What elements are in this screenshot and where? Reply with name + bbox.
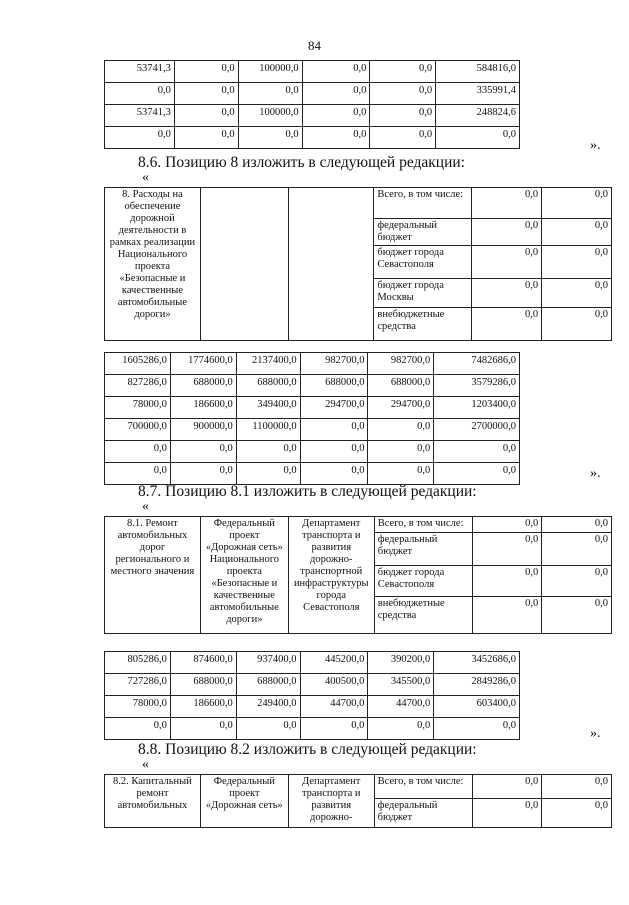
table-cell: 100000,0 — [238, 61, 302, 83]
position-8-1-table — [104, 516, 612, 634]
position-8-2-project: Федеральный проект «Дорожная сеть» — [200, 775, 288, 828]
table-cell: 0,0 — [368, 419, 434, 441]
table-cell: 0,0 — [105, 463, 171, 485]
funding-value: 0,0 — [542, 279, 612, 308]
table-cell: 3579286,0 — [434, 375, 520, 397]
table-cell: 0,0 — [434, 718, 520, 740]
table-cell: 0,0 — [368, 463, 434, 485]
funding-label: бюджет города Москвы — [374, 279, 472, 308]
table-cell: 0,0 — [105, 83, 175, 105]
table-cell: 1203400,0 — [434, 397, 520, 419]
funding-label: Всего, в том числе: — [374, 517, 472, 533]
table-cell: 0,0 — [238, 83, 302, 105]
section-heading-8-6: 8.6. Позицию 8 изложить в следующей редакции: — [138, 154, 465, 171]
close-quote: ». — [590, 726, 601, 741]
table-cell: 0,0 — [170, 718, 236, 740]
funding-label: федеральный бюджет — [374, 219, 472, 246]
funding-value: 0,0 — [542, 219, 612, 246]
table-cell: 0,0 — [434, 463, 520, 485]
table-cell: 2700000,0 — [434, 419, 520, 441]
funding-value: 0,0 — [472, 775, 542, 799]
table-row — [105, 127, 520, 149]
table-cell: 827286,0 — [105, 375, 171, 397]
table-cell: 0,0 — [170, 441, 236, 463]
table-cell: 0,0 — [238, 127, 302, 149]
table-cell: 982700,0 — [368, 353, 434, 375]
table-cell: 0,0 — [174, 61, 238, 83]
table-cell: 900000,0 — [170, 419, 236, 441]
table-row — [105, 375, 520, 397]
table-cell: 0,0 — [302, 105, 370, 127]
table-cell: 0,0 — [302, 83, 370, 105]
table-row — [105, 61, 520, 83]
table-cell: 982700,0 — [300, 353, 368, 375]
funding-value: 0,0 — [472, 799, 542, 828]
table-cell: 186600,0 — [170, 696, 236, 718]
position-8-2-table — [104, 774, 612, 828]
position-8-table — [104, 187, 612, 341]
table-cell: 186600,0 — [170, 397, 236, 419]
table-cell: 7482686,0 — [434, 353, 520, 375]
funding-label: Всего, в том числе: — [374, 188, 472, 219]
table-row — [105, 718, 520, 740]
continuation-table — [104, 60, 520, 149]
position-8-2-executor: Департамент транспорта и развития дорожно- — [288, 775, 374, 828]
table-cell: 0,0 — [236, 441, 300, 463]
table-cell: 584816,0 — [436, 61, 520, 83]
table-cell: 0,0 — [370, 83, 436, 105]
table-cell: 0,0 — [302, 61, 370, 83]
table-cell: 0,0 — [236, 463, 300, 485]
table-cell: 937400,0 — [236, 652, 300, 674]
table-cell: 294700,0 — [368, 397, 434, 419]
table-cell: 727286,0 — [105, 674, 171, 696]
table-cell: 0,0 — [236, 718, 300, 740]
section-heading-8-7: 8.7. Позицию 8.1 изложить в следующей редакции: — [138, 483, 477, 500]
position-8-values-table — [104, 352, 520, 485]
funding-label: федеральный бюджет — [374, 533, 472, 566]
table-cell: 688000,0 — [368, 375, 434, 397]
funding-value: 0,0 — [542, 246, 612, 279]
table-cell: 345500,0 — [368, 674, 434, 696]
table-cell: 445200,0 — [300, 652, 368, 674]
table-cell: 1100000,0 — [236, 419, 300, 441]
close-quote: ». — [590, 138, 601, 153]
table-cell: 1774600,0 — [170, 353, 236, 375]
funding-value: 0,0 — [542, 775, 612, 799]
table-cell: 0,0 — [436, 127, 520, 149]
table-cell: 0,0 — [370, 127, 436, 149]
table-cell: 2849286,0 — [434, 674, 520, 696]
position-8-name: 8. Расходы на обеспечение дорожной деятельности в рамках реализации Национального проекта «Безопасные и качественные автомобильные дороги» — [105, 188, 201, 341]
page-number: 84 — [308, 38, 321, 53]
position-8-1-project: Федеральный проект «Дорожная сеть» Национального проекта «Безопасные и качественные автомобильные дороги» — [200, 517, 288, 634]
table-row — [105, 674, 520, 696]
table-cell: 0,0 — [174, 127, 238, 149]
funding-value: 0,0 — [472, 517, 542, 533]
table-row — [105, 463, 520, 485]
table-cell: 248824,6 — [436, 105, 520, 127]
table-cell: 688000,0 — [170, 375, 236, 397]
funding-value: 0,0 — [542, 533, 612, 566]
table-cell: 0,0 — [105, 441, 171, 463]
table-cell: 0,0 — [368, 718, 434, 740]
funding-label: федеральный бюджет — [374, 799, 472, 828]
table-cell: 3452686,0 — [434, 652, 520, 674]
position-8-1-executor: Департамент транспорта и развития дорожно-транспортной инфраструктуры города Севастополя — [288, 517, 374, 634]
open-quote: « — [142, 499, 149, 514]
table-cell: 0,0 — [105, 127, 175, 149]
table-row — [105, 353, 520, 375]
table-cell: 78000,0 — [105, 397, 171, 419]
table-cell: 53741,3 — [105, 61, 175, 83]
table-row — [105, 83, 520, 105]
table-cell: 688000,0 — [170, 674, 236, 696]
table-cell: 0,0 — [174, 105, 238, 127]
table-cell: 0,0 — [370, 61, 436, 83]
funding-value: 0,0 — [542, 566, 612, 597]
table-cell: 603400,0 — [434, 696, 520, 718]
position-8-2-name: 8.2. Капитальный ремонт автомобильных — [105, 775, 201, 828]
funding-value: 0,0 — [542, 308, 612, 341]
table-cell: 688000,0 — [300, 375, 368, 397]
position-8-executor — [288, 188, 374, 341]
funding-value: 0,0 — [472, 279, 542, 308]
funding-value: 0,0 — [542, 188, 612, 219]
table-cell: 0,0 — [300, 463, 368, 485]
table-cell: 0,0 — [434, 441, 520, 463]
funding-label: бюджет города Севастополя — [374, 246, 472, 279]
table-row — [105, 696, 520, 718]
table-cell: 0,0 — [300, 419, 368, 441]
table-cell: 0,0 — [368, 441, 434, 463]
table-cell: 0,0 — [300, 441, 368, 463]
funding-label: внебюджетные средства — [374, 308, 472, 341]
funding-value: 0,0 — [542, 799, 612, 828]
funding-label: Всего, в том числе: — [374, 775, 472, 799]
table-row — [105, 105, 520, 127]
position-8-1-name: 8.1. Ремонт автомобильных дорог регионального и местного значения — [105, 517, 201, 634]
table-cell: 700000,0 — [105, 419, 171, 441]
funding-value: 0,0 — [472, 246, 542, 279]
funding-value: 0,0 — [472, 308, 542, 341]
funding-value: 0,0 — [542, 517, 612, 533]
open-quote: « — [142, 170, 149, 185]
table-cell: 44700,0 — [368, 696, 434, 718]
table-cell: 0,0 — [105, 718, 171, 740]
table-row — [105, 419, 520, 441]
funding-value: 0,0 — [472, 219, 542, 246]
table-cell: 335991,4 — [436, 83, 520, 105]
funding-value: 0,0 — [542, 597, 612, 634]
funding-value: 0,0 — [472, 188, 542, 219]
open-quote: « — [142, 757, 149, 772]
table-cell: 805286,0 — [105, 652, 171, 674]
table-cell: 390200,0 — [368, 652, 434, 674]
table-cell: 349400,0 — [236, 397, 300, 419]
table-cell: 53741,3 — [105, 105, 175, 127]
table-cell: 874600,0 — [170, 652, 236, 674]
funding-value: 0,0 — [472, 566, 542, 597]
close-quote: ». — [590, 466, 601, 481]
position-8-1-values-table — [104, 651, 520, 740]
table-cell: 0,0 — [174, 83, 238, 105]
table-cell: 249400,0 — [236, 696, 300, 718]
table-cell: 100000,0 — [238, 105, 302, 127]
funding-label: бюджет города Севастополя — [374, 566, 472, 597]
table-cell: 0,0 — [170, 463, 236, 485]
position-8-project — [200, 188, 288, 341]
table-cell: 2137400,0 — [236, 353, 300, 375]
table-cell: 0,0 — [300, 718, 368, 740]
table-cell: 78000,0 — [105, 696, 171, 718]
table-cell: 0,0 — [370, 105, 436, 127]
table-cell: 44700,0 — [300, 696, 368, 718]
table-cell: 1605286,0 — [105, 353, 171, 375]
table-row — [105, 441, 520, 463]
table-row — [105, 397, 520, 419]
table-cell: 688000,0 — [236, 375, 300, 397]
table-cell: 0,0 — [302, 127, 370, 149]
funding-value: 0,0 — [472, 597, 542, 634]
table-cell: 688000,0 — [236, 674, 300, 696]
table-cell: 294700,0 — [300, 397, 368, 419]
funding-label: внебюджетные средства — [374, 597, 472, 634]
funding-value: 0,0 — [472, 533, 542, 566]
table-cell: 400500,0 — [300, 674, 368, 696]
table-row — [105, 652, 520, 674]
section-heading-8-8: 8.8. Позицию 8.2 изложить в следующей редакции: — [138, 741, 477, 758]
